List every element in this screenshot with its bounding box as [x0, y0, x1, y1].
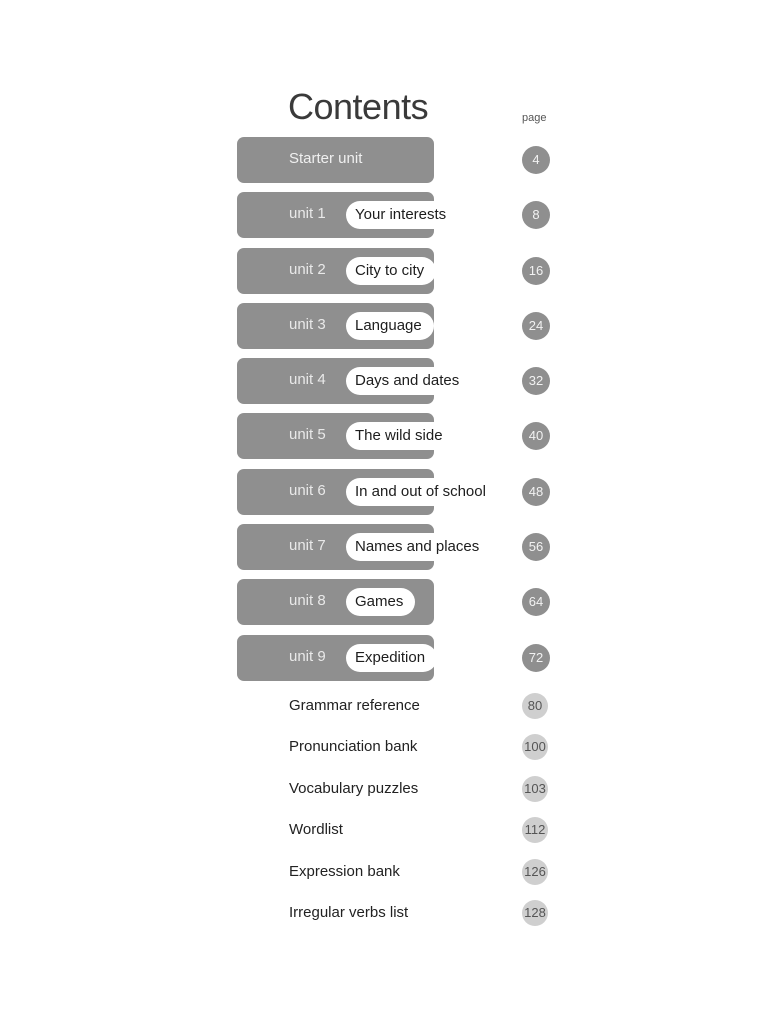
page-number-badge: 8 [522, 201, 550, 229]
toc-row-grammar-reference[interactable] [237, 691, 567, 721]
unit-title[interactable]: Language [346, 312, 434, 340]
page-number-badge: 112 [522, 817, 548, 843]
section-title[interactable]: Pronunciation bank [289, 738, 418, 755]
page-number-badge: 72 [522, 644, 550, 672]
unit-title[interactable]: Names and places [346, 533, 491, 561]
section-title[interactable]: Expression bank [289, 863, 400, 880]
unit-number: unit 5 [289, 426, 326, 443]
toc-row-unit-6[interactable] [237, 469, 567, 515]
page-number-badge: 16 [522, 257, 550, 285]
unit-number: unit 1 [289, 205, 326, 222]
page-number-badge: 32 [522, 367, 550, 395]
page-number-badge: 48 [522, 478, 550, 506]
unit-title[interactable]: The wild side [346, 422, 455, 450]
toc-row-unit-2[interactable] [237, 248, 567, 294]
toc-row-unit-1[interactable] [237, 192, 567, 238]
toc-row-unit-4[interactable] [237, 358, 567, 404]
toc-row-vocabulary-puzzles[interactable] [237, 774, 567, 804]
unit-number: unit 6 [289, 482, 326, 499]
starter-unit-label: Starter unit [289, 150, 363, 167]
unit-number: unit 4 [289, 371, 326, 388]
unit-title[interactable]: In and out of school [346, 478, 498, 506]
unit-number: unit 9 [289, 648, 326, 665]
unit-title[interactable]: Games [346, 588, 415, 616]
toc-row-unit-9[interactable] [237, 635, 567, 681]
toc-row-unit-3[interactable] [237, 303, 567, 349]
page-number-badge: 128 [522, 900, 548, 926]
toc-row-irregular-verbs-list[interactable] [237, 898, 567, 928]
unit-title[interactable]: Expedition [346, 644, 437, 672]
unit-number: unit 2 [289, 261, 326, 278]
unit-number: unit 8 [289, 592, 326, 609]
page-column-label: page [522, 112, 547, 124]
starter-unit-bar[interactable] [237, 137, 434, 183]
toc-row-expression-bank[interactable] [237, 857, 567, 887]
toc-row-pronunciation-bank[interactable] [237, 732, 567, 762]
toc-row-unit-8[interactable] [237, 579, 567, 625]
page-number-badge: 103 [522, 776, 548, 802]
toc-row-wordlist[interactable] [237, 815, 567, 845]
page-number-badge: 80 [522, 693, 548, 719]
unit-title[interactable]: Your interests [346, 201, 458, 229]
section-title[interactable]: Vocabulary puzzles [289, 780, 419, 797]
toc-row-unit-5[interactable] [237, 413, 567, 459]
section-title[interactable]: Grammar reference [289, 697, 420, 714]
page-number-badge: 56 [522, 533, 550, 561]
page-number-badge: 4 [522, 146, 550, 174]
section-title[interactable]: Wordlist [289, 821, 343, 838]
toc-row-unit-7[interactable] [237, 524, 567, 570]
unit-title[interactable]: City to city [346, 257, 436, 285]
unit-number: unit 7 [289, 537, 326, 554]
page-number-badge: 100 [522, 734, 548, 760]
page-number-badge: 24 [522, 312, 550, 340]
section-title[interactable]: Irregular verbs list [289, 904, 409, 921]
page-number-badge: 40 [522, 422, 550, 450]
unit-title[interactable]: Days and dates [346, 367, 471, 395]
toc-row-starter[interactable] [237, 137, 567, 183]
unit-number: unit 3 [289, 316, 326, 333]
page-number-badge: 64 [522, 588, 550, 616]
page-number-badge: 126 [522, 859, 548, 885]
page-title: Contents [288, 86, 429, 127]
